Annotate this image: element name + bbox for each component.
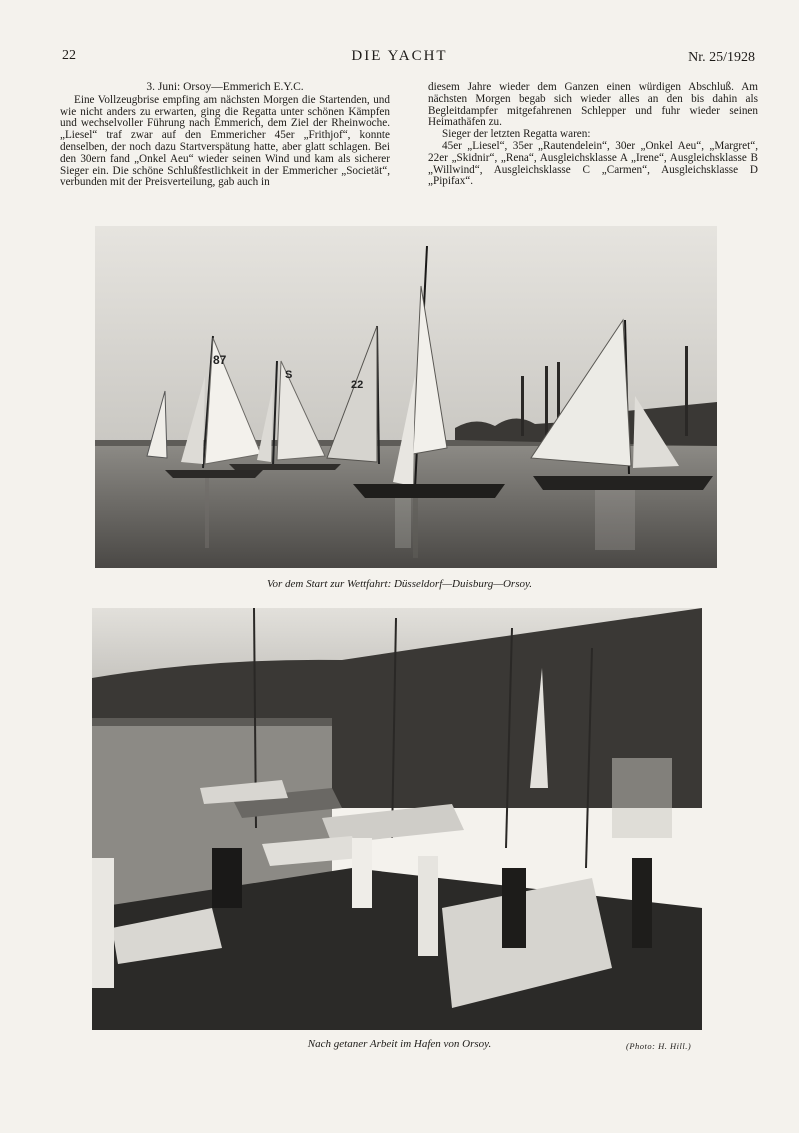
- article-column-right: [428, 82, 758, 188]
- winners-intro: Sieger der letzten Regatta waren:: [442, 128, 591, 141]
- sail-number-s: S: [285, 369, 293, 381]
- issue-number: Nr. 25/1928: [688, 50, 755, 65]
- sail-number-22: 22: [351, 379, 364, 391]
- page-number: 22: [62, 48, 76, 63]
- section-heading: 3. Juni: Orsoy—Emmerich E.Y.C.: [146, 81, 304, 93]
- sail-number-87: 87: [213, 353, 227, 367]
- regatta-start-photo: [95, 226, 717, 568]
- photo-credit: (Photo: H. Hill.): [626, 1041, 692, 1051]
- article-column-left: [60, 82, 390, 189]
- page-header: [0, 48, 799, 72]
- magazine-title: DIE YACHT: [351, 48, 448, 64]
- photo-caption-start: Vor dem Start zur Wettfahrt: Düsseldorf—Duisburg—Orsoy.: [266, 578, 533, 590]
- article-paragraph-1: Eine Vollzeugbrise empfing am nächsten Morgen die Startenden, und wie nicht anders zu erwarten, ging die Regatta unter schönen Kämpfen und wechselvoller Führung nach Emmerich, dem Ziel der Rheinwoche. „Liesel“ traf zwar auf den Emmericher 45er „Frithjof“, konnte denselben, der noch dazu Startverspätung hatte, aber glatt schlagen. Bei den 30ern fand „Onkel Aeu“ wieder seinen Wind und kam als sicherer Sieger ein. Die schöne Schlußfestlichkeit in der Emmericher „Societät“, verbunden mit der Preisverteilung, gab auch in: [60, 93, 390, 189]
- article-paragraph-2: diesem Jahre wieder dem Ganzen einen würdigen Abschluß. Am nächsten Morgen begab sich wieder alles an den bis dahin als Begleitdampfer mitgefahrenen Schlepper und fuhr wieder seinen Heimathäfen zu.: [428, 81, 758, 129]
- photo-caption-harbour: Nach getaner Arbeit im Hafen von Orsoy.: [307, 1038, 492, 1050]
- winners-list: 45er „Liesel“, 35er „Rautendelein“, 30er „Onkel Aeu“, „Margret“, 22er „Skidnir“, „Rena“, Ausgleichsklasse A „Irene“, Ausgleichsklasse B „Willwind“, Ausgleichsklasse C „Carmen“, Ausgleichsklasse D „Pipifax“.: [428, 139, 758, 188]
- harbour-orsoy-photo: [92, 608, 702, 1030]
